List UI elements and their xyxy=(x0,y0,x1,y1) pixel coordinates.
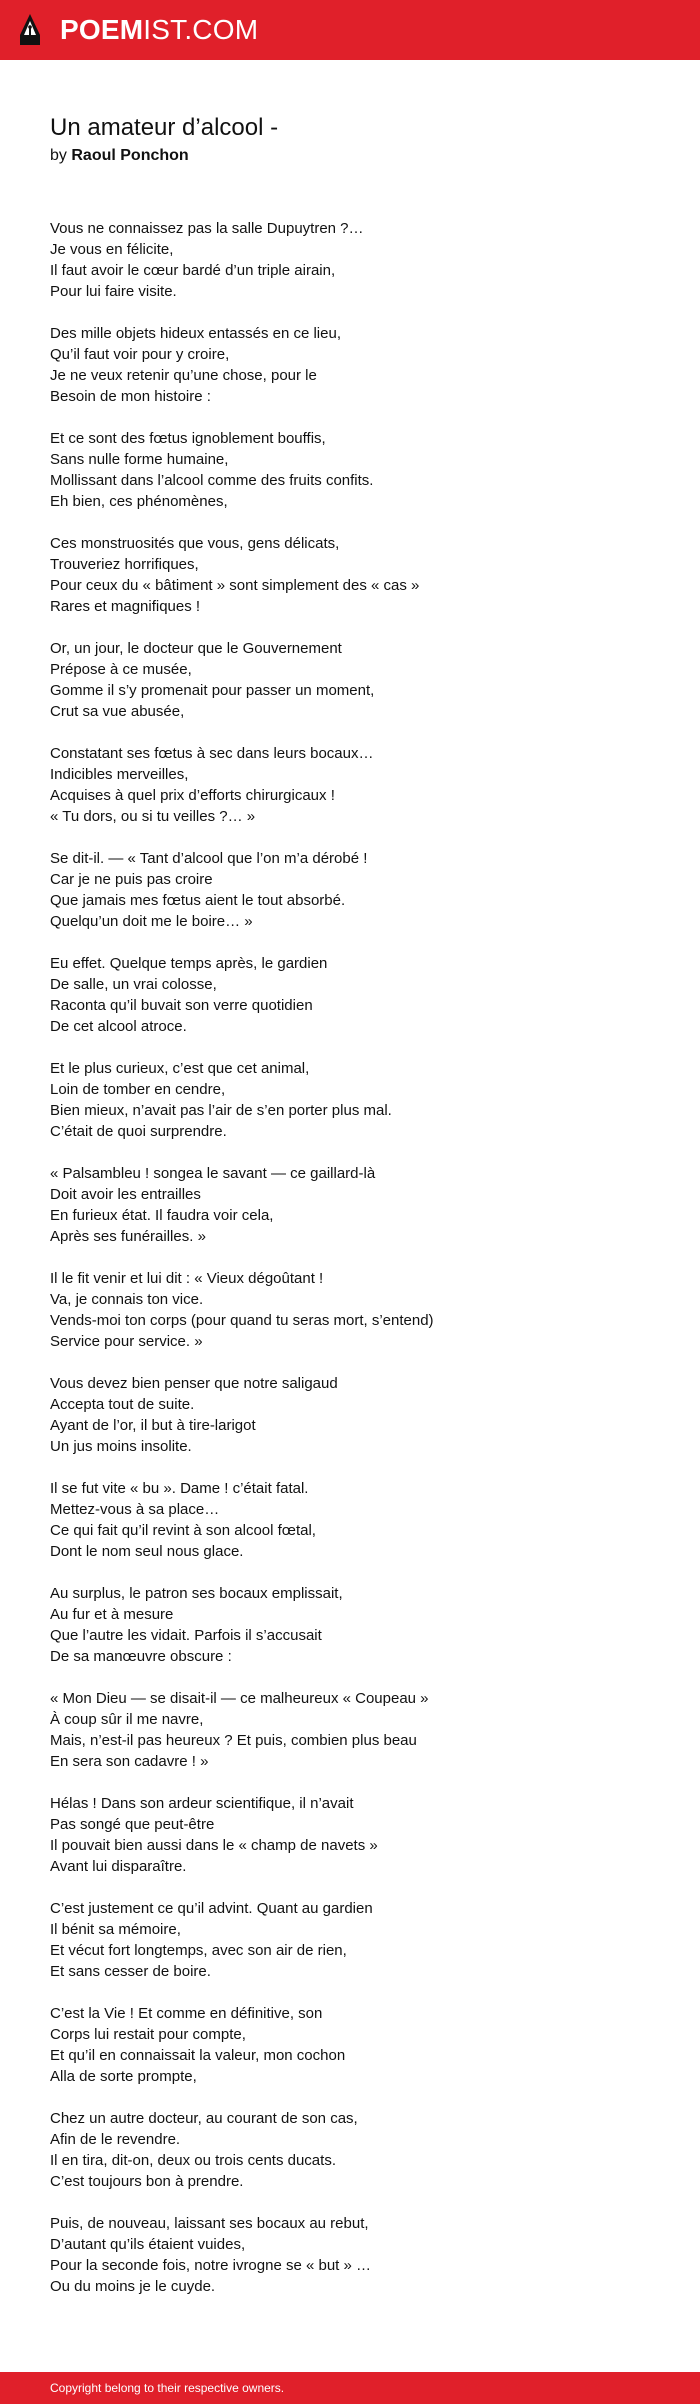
poem-line: Un jus moins insolite. xyxy=(50,1438,192,1455)
poem-line: Constatant ses fœtus à sec dans leurs bocaux… xyxy=(50,745,374,762)
poem-line: Sans nulle forme humaine, xyxy=(50,451,229,468)
poem-line: De cet alcool atroce. xyxy=(50,1018,187,1035)
poem-line: Mais, n’est-il pas heureux ? Et puis, combien plus beau xyxy=(50,1732,417,1749)
poem-line: Que l’autre les vidait. Parfois il s’accusait xyxy=(50,1627,322,1644)
poem-title: Un amateur d’alcool - xyxy=(50,114,279,141)
by-label: by xyxy=(50,147,67,164)
poem-line: C’était de quoi surprendre. xyxy=(50,1123,227,1140)
poem-line: Après ses funérailles. » xyxy=(50,1228,206,1245)
poem-line: De sa manœuvre obscure : xyxy=(50,1648,232,1665)
poem-line: Qu’il faut voir pour y croire, xyxy=(50,346,230,363)
poem-line: Au fur et à mesure xyxy=(50,1606,174,1623)
poem-line: Corps lui restait pour compte, xyxy=(50,2026,246,2043)
poem-stanza xyxy=(50,1373,650,1457)
poem-stanza xyxy=(50,1163,650,1247)
poem-line: Vous ne connaissez pas la salle Dupuytren ?… xyxy=(50,220,364,237)
poem-line: Alla de sorte prompte, xyxy=(50,2068,197,2085)
poem-line: Trouveriez horrifiques, xyxy=(50,556,199,573)
poem-line: Mettez-vous à sa place… xyxy=(50,1501,220,1518)
site-footer xyxy=(0,2372,700,2404)
poem-line: Eu effet. Quelque temps après, le gardien xyxy=(50,955,328,972)
poem-line: Chez un autre docteur, au courant de son cas, xyxy=(50,2110,358,2127)
poem-line: Mollissant dans l’alcool comme des fruits confits. xyxy=(50,472,374,489)
poem-line: Gomme il s’y promenait pour passer un moment, xyxy=(50,682,375,699)
poem-line: Il le fit venir et lui dit : « Vieux dégoûtant ! xyxy=(50,1270,324,1287)
poem-line: Car je ne puis pas croire xyxy=(50,871,213,888)
poem-line: Hélas ! Dans son ardeur scientifique, il n’avait xyxy=(50,1795,354,1812)
poem-stanza xyxy=(50,1898,650,1982)
poem-line: Vous devez bien penser que notre saligaud xyxy=(50,1375,338,1392)
poem-line: Prépose à ce musée, xyxy=(50,661,192,678)
poem-line: Et qu’il en connaissait la valeur, mon cochon xyxy=(50,2047,346,2064)
poem-line: Loin de tomber en cendre, xyxy=(50,1081,226,1098)
poem-line: De salle, un vrai colosse, xyxy=(50,976,217,993)
poem-line: Et vécut fort longtemps, avec son air de rien, xyxy=(50,1942,347,1959)
brand-bold: POEM xyxy=(60,14,144,45)
poem-line: Doit avoir les entrailles xyxy=(50,1186,201,1203)
copyright-text: Copyright belong to their respective owners. xyxy=(50,2381,285,2395)
poem-stanza xyxy=(50,2213,650,2297)
poem-stanza xyxy=(50,218,650,302)
poem-line: Au surplus, le patron ses bocaux emplissait, xyxy=(50,1585,343,1602)
poem-line: Et sans cesser de boire. xyxy=(50,1963,211,1980)
poem-line: Acquises à quel prix d’efforts chirurgicaux ! xyxy=(50,787,335,804)
poem-line: Afin de le revendre. xyxy=(50,2131,181,2148)
poem-line: Ce qui fait qu’il revint à son alcool fœtal, xyxy=(50,1522,316,1539)
poem-stanza xyxy=(50,848,650,932)
poem-stanza xyxy=(50,638,650,722)
poem-line: Dont le nom seul nous glace. xyxy=(50,1543,244,1560)
poem-stanza xyxy=(50,428,650,512)
site-brand-link[interactable] xyxy=(60,14,258,46)
poem-line: Et ce sont des fœtus ignoblement bouffis, xyxy=(50,430,326,447)
poem-line: Il se fut vite « bu ». Dame ! c’était fatal. xyxy=(50,1480,309,1497)
poem-stanza xyxy=(50,323,650,407)
poem-line: À coup sûr il me navre, xyxy=(50,1711,204,1728)
poem-line: « Palsambleu ! songea le savant — ce gaillard-là xyxy=(50,1165,376,1182)
poem-stanza xyxy=(50,1583,650,1667)
poem-line: Service pour service. » xyxy=(50,1333,203,1350)
poem-line: Bien mieux, n’avait pas l’air de s’en porter plus mal. xyxy=(50,1102,392,1119)
poem-body xyxy=(50,218,650,2297)
poem-line: Je vous en félicite, xyxy=(50,241,174,258)
poem-author: Raoul Ponchon xyxy=(71,147,189,164)
poem-line: C’est la Vie ! Et comme en définitive, son xyxy=(50,2005,323,2022)
poem-stanza xyxy=(50,1793,650,1877)
poem-line: C’est justement ce qu’il advint. Quant au gardien xyxy=(50,1900,373,1917)
brand-rest: IST.COM xyxy=(143,14,259,45)
poem-line: Quelqu’un doit me le boire… » xyxy=(50,913,253,930)
poem-line: « Tu dors, ou si tu veilles ?… » xyxy=(50,808,256,825)
poem-stanza xyxy=(50,743,650,827)
poem-line: Besoin de mon histoire : xyxy=(50,388,211,405)
poem-line: Il en tira, dit-on, deux ou trois cents ducats. xyxy=(50,2152,336,2169)
poem-stanza xyxy=(50,953,650,1037)
poem-line: Vends-moi ton corps (pour quand tu seras mort, s’entend) xyxy=(50,1312,434,1329)
poem-stanza xyxy=(50,2108,650,2192)
poem-line: D’autant qu’ils étaient vuides, xyxy=(50,2236,246,2253)
poem-line: Or, un jour, le docteur que le Gouvernement xyxy=(50,640,342,657)
poem-stanza xyxy=(50,1058,650,1142)
poem-stanza xyxy=(50,1478,650,1562)
poem-byline xyxy=(50,147,189,165)
poem-line: En furieux état. Il faudra voir cela, xyxy=(50,1207,274,1224)
poem-line: Il faut avoir le cœur bardé d’un triple airain, xyxy=(50,262,336,279)
poem-line: Accepta tout de suite. xyxy=(50,1396,195,1413)
poem-line: Pour la seconde fois, notre ivrogne se « but » … xyxy=(50,2257,372,2274)
poem-line: Se dit-il. — « Tant d’alcool que l’on m’a dérobé ! xyxy=(50,850,368,867)
poem-line: Va, je connais ton vice. xyxy=(50,1291,204,1308)
poem-line: En sera son cadavre ! » xyxy=(50,1753,209,1770)
poem-line: Pas songé que peut-être xyxy=(50,1816,215,1833)
poem-stanza xyxy=(50,1268,650,1352)
poem-line: Crut sa vue abusée, xyxy=(50,703,185,720)
poem-line: Indicibles merveilles, xyxy=(50,766,189,783)
poem-line: Avant lui disparaître. xyxy=(50,1858,187,1875)
poem-line: C’est toujours bon à prendre. xyxy=(50,2173,244,2190)
poem-line: Des mille objets hideux entassés en ce lieu, xyxy=(50,325,341,342)
poem-stanza xyxy=(50,1688,650,1772)
poem-line: Je ne veux retenir qu’une chose, pour le xyxy=(50,367,317,384)
poem-line: Il bénit sa mémoire, xyxy=(50,1921,181,1938)
poem-stanza xyxy=(50,2003,650,2087)
poem-line: Ayant de l’or, il but à tire-larigot xyxy=(50,1417,256,1434)
poem-line: Pour ceux du « bâtiment » sont simplement des « cas » xyxy=(50,577,420,594)
poem-line: Eh bien, ces phénomènes, xyxy=(50,493,228,510)
poem-line: Rares et magnifiques ! xyxy=(50,598,201,615)
poem-line: Ou du moins je le cuyde. xyxy=(50,2278,216,2295)
poem-line: Ces monstruosités que vous, gens délicats, xyxy=(50,535,340,552)
poem-line: « Mon Dieu — se disait-il — ce malheureux « Coupeau » xyxy=(50,1690,429,1707)
fountain-pen-nib-icon[interactable] xyxy=(18,13,42,47)
poem-line: Raconta qu’il buvait son verre quotidien xyxy=(50,997,313,1014)
poem-stanza xyxy=(50,533,650,617)
poem-line: Que jamais mes fœtus aient le tout absorbé. xyxy=(50,892,346,909)
poem-line: Il pouvait bien aussi dans le « champ de navets » xyxy=(50,1837,378,1854)
poem-line: Et le plus curieux, c’est que cet animal, xyxy=(50,1060,310,1077)
poem-line: Puis, de nouveau, laissant ses bocaux au rebut, xyxy=(50,2215,369,2232)
site-header xyxy=(0,0,700,60)
poem-line: Pour lui faire visite. xyxy=(50,283,177,300)
